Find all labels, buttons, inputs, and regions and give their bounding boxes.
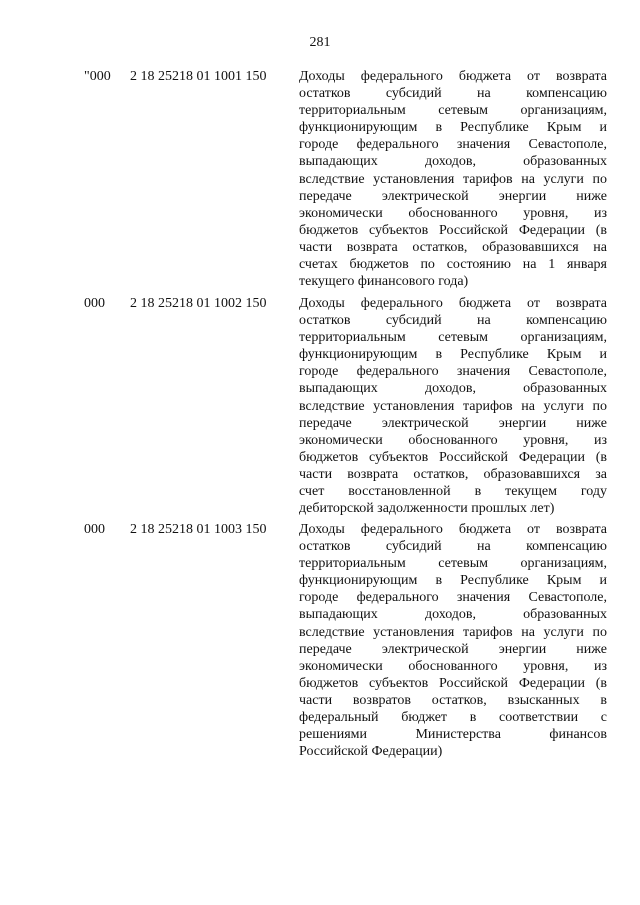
- income-description: [299, 295, 607, 517]
- description-line: городе федерального значения Севастополе,: [299, 137, 607, 153]
- description-line: остатков субсидий на компенсацию: [299, 539, 607, 555]
- description-line: решениями Министерства финансов: [299, 727, 607, 743]
- admin-code: "000: [84, 69, 111, 84]
- description-line: выпадающих доходов, образованных: [299, 381, 607, 397]
- description-line: территориальным сетевым организациям,: [299, 103, 607, 119]
- description-line: бюджетов субъектов Российской Федерации (в: [299, 222, 607, 238]
- description-line: федеральный бюджет в соответствии с: [299, 710, 607, 726]
- description-line: части возвратов остатков, взысканных в: [299, 692, 607, 708]
- description-line: дебиторской задолженности прошлых лет): [299, 501, 555, 517]
- budget-classification-code: 2 18 25218 01 1003 150: [130, 522, 267, 537]
- description-line: Доходы федерального бюджета от возврата: [299, 522, 607, 537]
- description-line: текущего финансового года): [299, 274, 469, 290]
- description-line: территориальным сетевым организациям,: [299, 330, 607, 346]
- description-line: территориальным сетевым организациям,: [299, 556, 607, 572]
- description-line: экономически обоснованного уровня, из: [299, 432, 607, 448]
- income-description: [299, 68, 607, 290]
- description-line: бюджетов субъектов Российской Федерации (в: [299, 675, 607, 691]
- description-line: счет восстановленной в текущем году: [299, 484, 607, 500]
- budget-classification-code: 2 18 25218 01 1001 150: [130, 69, 267, 84]
- description-line: функционирующим в Республике Крым и: [299, 347, 607, 363]
- page-number: 281: [309, 35, 331, 50]
- description-line: Российской Федерации): [299, 744, 443, 760]
- description-line: Доходы федерального бюджета от возврата: [299, 69, 607, 84]
- income-description: [299, 521, 607, 760]
- description-line: экономически обоснованного уровня, из: [299, 205, 607, 221]
- description-line: вследствие установления тарифов на услуги по: [299, 171, 607, 187]
- description-line: передаче электрической энергии ниже: [299, 188, 607, 204]
- description-line: остатков субсидий на компенсацию: [299, 86, 607, 102]
- description-line: выпадающих доходов, образованных: [299, 607, 607, 623]
- description-line: остатков субсидий на компенсацию: [299, 313, 607, 329]
- description-line: функционирующим в Республике Крым и: [299, 120, 607, 136]
- description-line: части возврата остатков, образовавшихся за: [299, 466, 607, 482]
- description-line: передаче электрической энергии ниже: [299, 415, 607, 431]
- description-line: вследствие установления тарифов на услуги по: [299, 398, 607, 414]
- description-line: вследствие установления тарифов на услуги по: [299, 624, 607, 640]
- description-line: городе федерального значения Севастополе,: [299, 590, 607, 606]
- description-line: Доходы федерального бюджета от возврата: [299, 296, 607, 311]
- description-line: выпадающих доходов, образованных: [299, 154, 607, 170]
- description-line: бюджетов субъектов Российской Федерации (в: [299, 449, 607, 465]
- budget-classification-code: 2 18 25218 01 1002 150: [130, 296, 267, 311]
- description-line: передаче электрической энергии ниже: [299, 641, 607, 657]
- admin-code: 000: [84, 522, 105, 537]
- description-line: части возврата остатков, образовавшихся на: [299, 239, 607, 255]
- admin-code: 000: [84, 296, 105, 311]
- description-line: счетах бюджетов по состоянию на 1 января: [299, 257, 607, 273]
- description-line: экономически обоснованного уровня, из: [299, 658, 607, 674]
- description-line: городе федерального значения Севастополе,: [299, 364, 607, 380]
- description-line: функционирующим в Республике Крым и: [299, 573, 607, 589]
